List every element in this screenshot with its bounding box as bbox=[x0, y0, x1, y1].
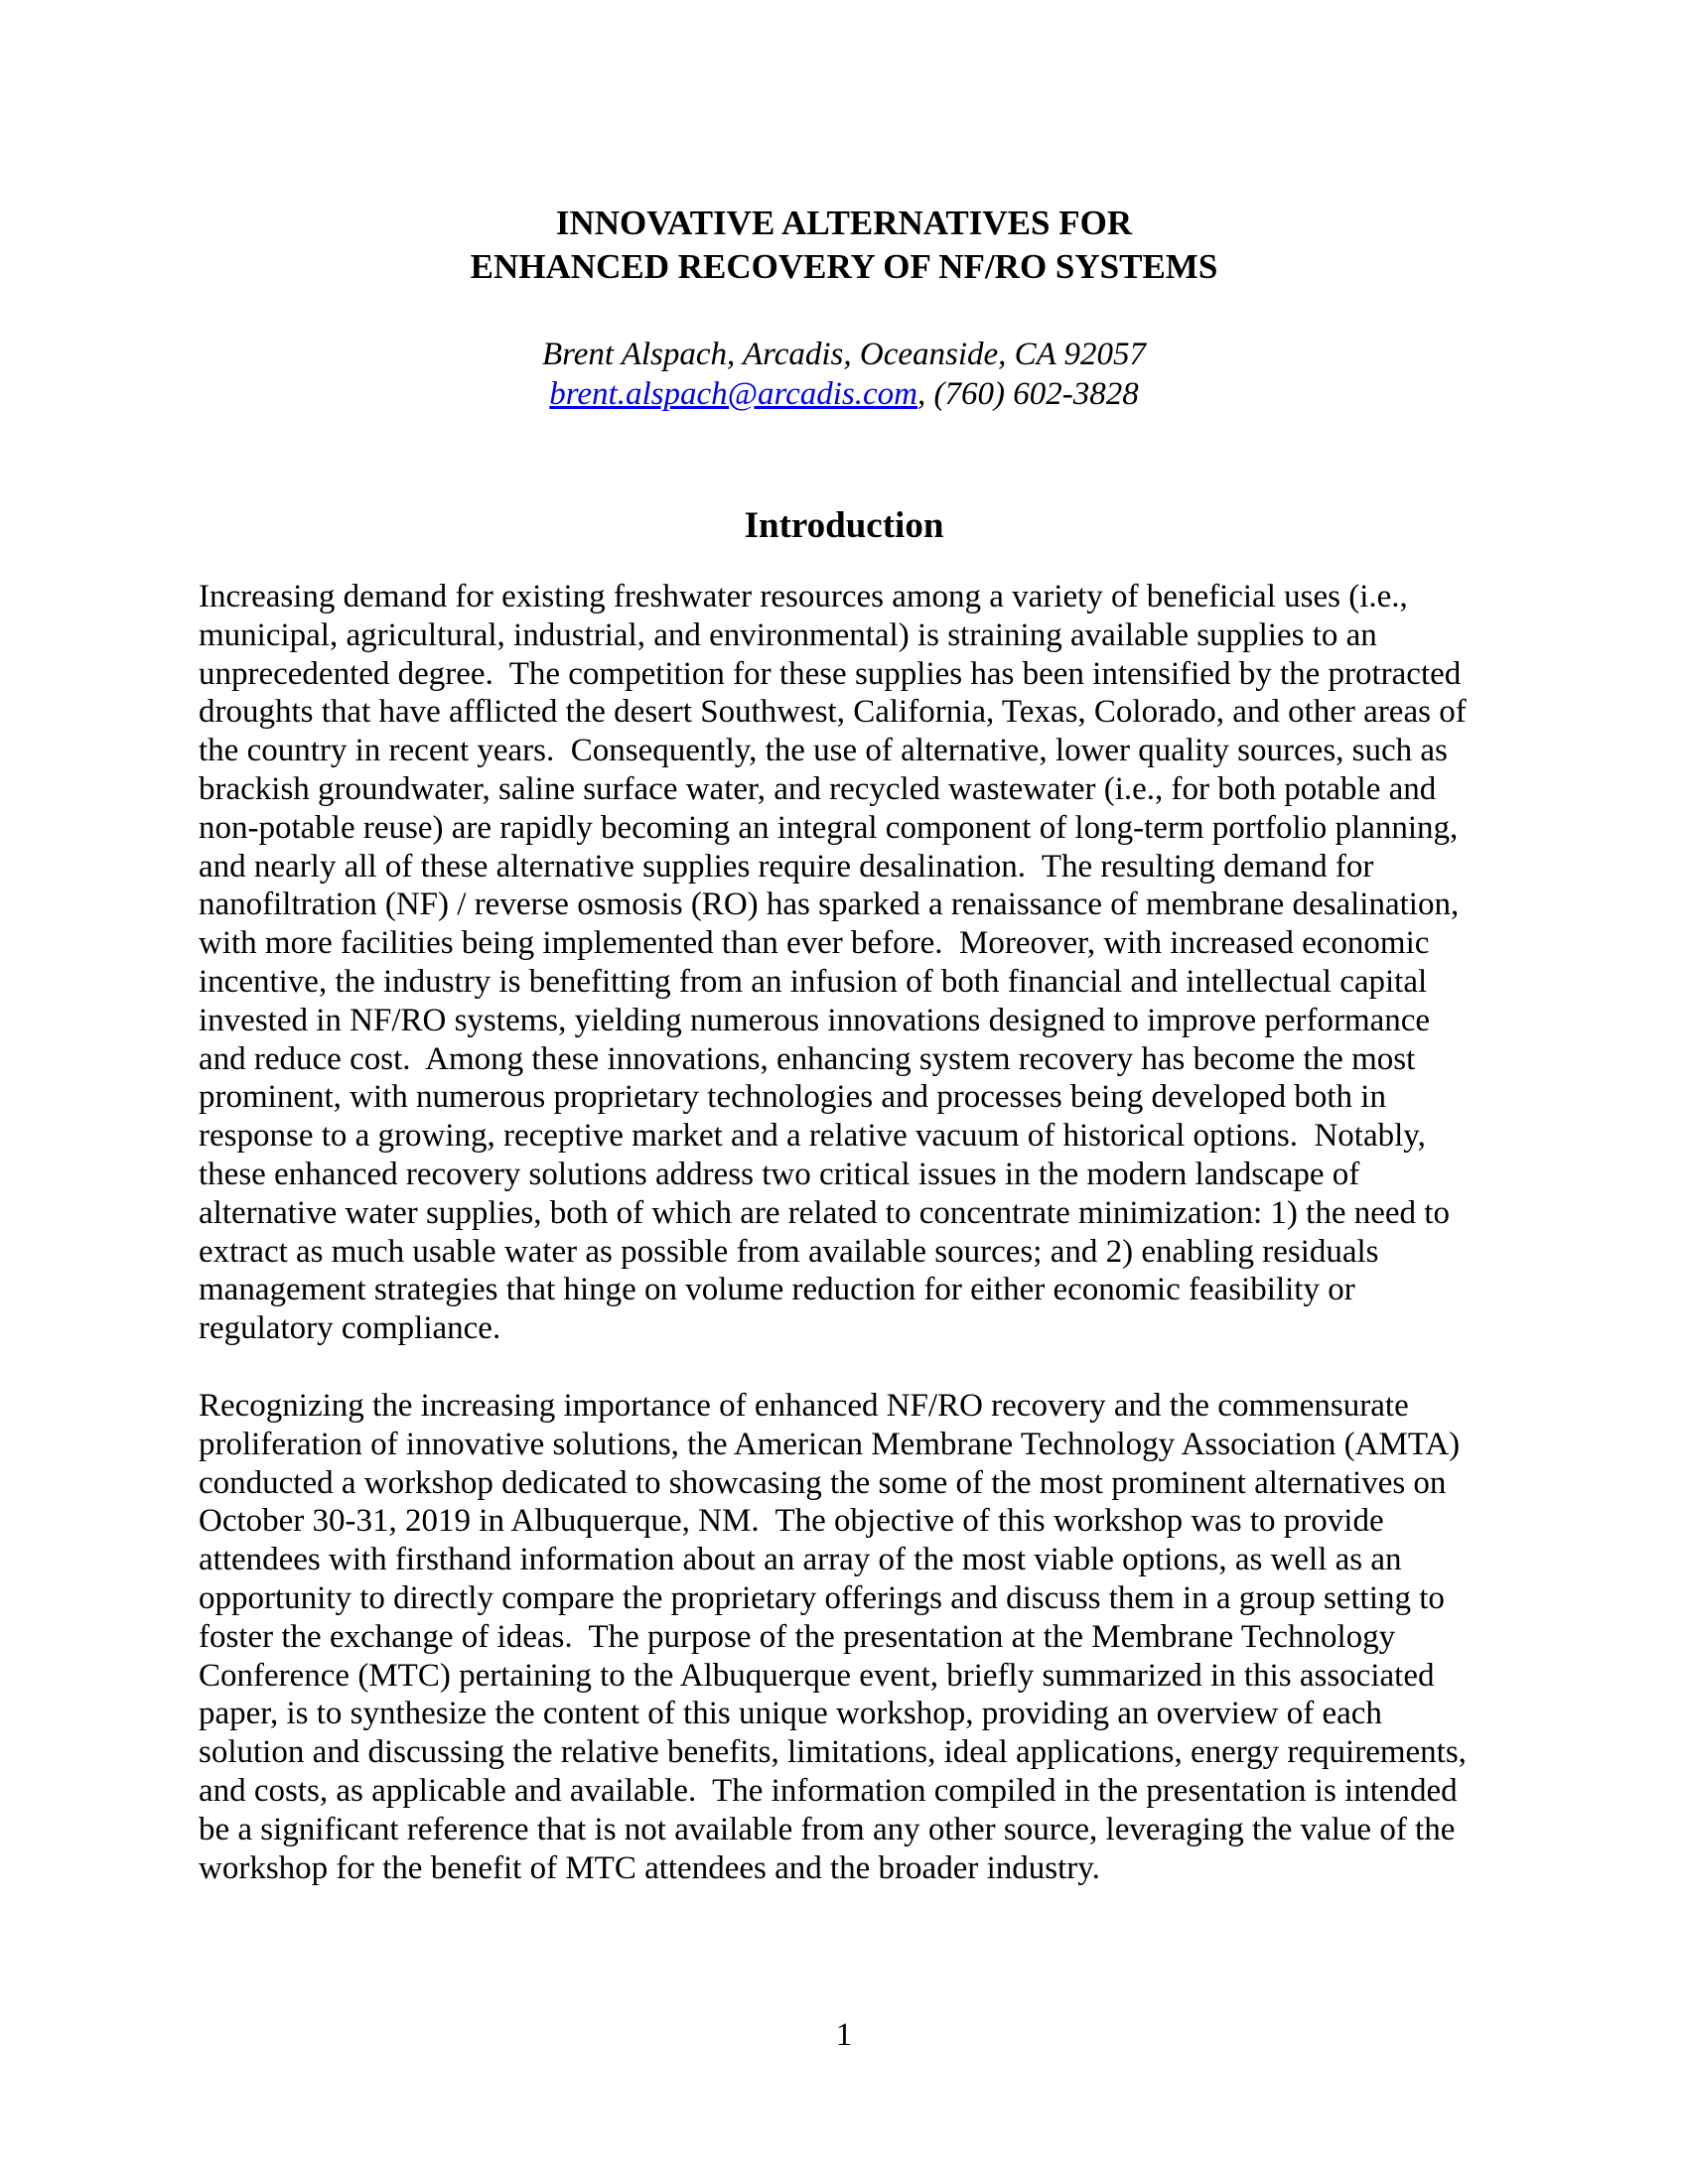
text-line: Increasing demand for existing freshwater resources among a variety of beneficial uses (i.e., bbox=[199, 579, 1408, 614]
text-line: conducted a workshop dedicated to showcasing the some of the most prominent alternatives on bbox=[199, 1464, 1447, 1501]
text-line: with more facilities being implemented than ever before. Moreover, with increased economic bbox=[199, 925, 1430, 962]
text-line: unprecedented degree. The competition for these supplies has been intensified by the protracted bbox=[199, 655, 1462, 692]
text-column bbox=[199, 0, 1489, 1887]
text-line: workshop for the benefit of MTC attendees and the broader industry. bbox=[199, 1849, 1100, 1886]
author-affiliation-line: Brent Alspach, Arcadis, Oceanside, CA 92057 bbox=[541, 337, 1146, 372]
contact-line bbox=[199, 374, 1489, 414]
text-line: the country in recent years. Consequently, the use of alternative, lower quality sources, such as bbox=[199, 733, 1448, 769]
text-line: foster the exchange of ideas. The purpose of the presentation at the Membrane Technology bbox=[199, 1618, 1396, 1655]
text-line: alternative water supplies, both of which are related to concentrate minimization: 1) the need to bbox=[199, 1194, 1450, 1231]
text-line: Conference (MTC) pertaining to the Albuquerque event, briefly summarized in this associated bbox=[199, 1657, 1435, 1694]
paper-title bbox=[199, 202, 1489, 289]
text-line: attendees with firsthand information about an array of the most viable options, as well as an bbox=[199, 1542, 1402, 1578]
text-line: be a significant reference that is not available from any other source, leveraging the value of the bbox=[199, 1811, 1456, 1847]
paragraph-1 bbox=[199, 578, 1489, 1348]
text-line: October 30-31, 2019 in Albuquerque, NM. The objective of this workshop was to provide bbox=[199, 1503, 1384, 1540]
author-block bbox=[199, 335, 1489, 414]
title-line: INNOVATIVE ALTERNATIVES FOR bbox=[555, 204, 1133, 242]
paragraph-2 bbox=[199, 1387, 1489, 1887]
text-line: proliferation of innovative solutions, the American Membrane Technology Association (AMTA) bbox=[199, 1426, 1461, 1462]
text-line: non-potable reuse) are rapidly becoming an integral component of long-term portfolio planning, bbox=[199, 809, 1459, 846]
text-line: and nearly all of these alternative supplies require desalination. The resulting demand for bbox=[199, 848, 1374, 885]
text-line: prominent, with numerous proprietary technologies and processes being developed both in bbox=[199, 1079, 1386, 1116]
text-line: nanofiltration (NF) / reverse osmosis (RO) has sparked a renaissance of membrane desalination, bbox=[199, 887, 1460, 923]
text-line: these enhanced recovery solutions address two critical issues in the modern landscape of bbox=[199, 1156, 1360, 1192]
text-line: response to a growing, receptive market and a relative vacuum of historical options. Notably, bbox=[199, 1118, 1426, 1155]
text-line: extract as much usable water as possible from available sources; and 2) enabling residuals bbox=[199, 1233, 1379, 1270]
text-line: and costs, as applicable and available. The information compiled in the presentation is intended bbox=[199, 1772, 1458, 1809]
text-line: municipal, agricultural, industrial, and environmental) is straining available supplies to an bbox=[199, 616, 1377, 653]
text-line: invested in NF/RO systems, yielding numerous innovations designed to improve performance bbox=[199, 1002, 1431, 1038]
text-line: incentive, the industry is benefitting from an infusion of both financial and intellectual capital bbox=[199, 963, 1428, 1000]
page-number: 1 bbox=[835, 2017, 853, 2053]
text-line: brackish groundwater, saline surface water, and recycled wastewater (i.e., for both potable and bbox=[199, 770, 1437, 807]
text-line: and reduce cost. Among these innovations, enhancing system recovery has become the most bbox=[199, 1040, 1416, 1077]
phone-text: , (760) 602-3828 bbox=[916, 376, 1139, 412]
text-line: solution and discussing the relative benefits, limitations, ideal applications, energy requirements, bbox=[199, 1734, 1467, 1771]
text-line: paper, is to synthesize the content of this unique workshop, providing an overview of each bbox=[199, 1696, 1382, 1732]
text-line: droughts that have afflicted the desert Southwest, California, Texas, Colorado, and other areas of bbox=[199, 694, 1467, 731]
section-heading-introduction: Introduction bbox=[744, 505, 944, 546]
text-line: opportunity to directly compare the proprietary offerings and discuss them in a group setting to bbox=[199, 1579, 1445, 1616]
text-line: regulatory compliance. bbox=[199, 1310, 501, 1347]
email-link[interactable]: brent.alspach@arcadis.com bbox=[549, 376, 917, 412]
title-line: ENHANCED RECOVERY OF NF/RO SYSTEMS bbox=[470, 247, 1218, 286]
text-line: Recognizing the increasing importance of enhanced NF/RO recovery and the commensurate bbox=[199, 1387, 1409, 1424]
text-line: management strategies that hinge on volume reduction for either economic feasibility or bbox=[199, 1272, 1355, 1308]
